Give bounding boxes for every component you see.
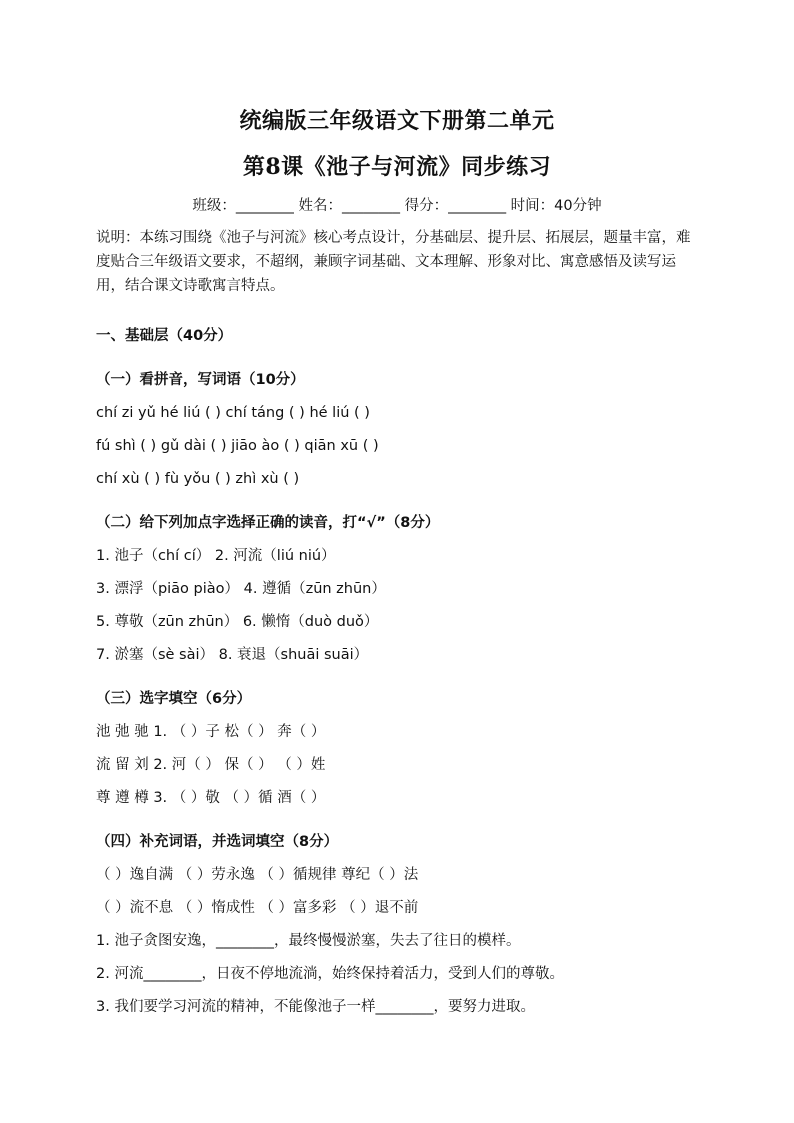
document-title: 统编版三年级语文下册第二单元: [239, 108, 555, 134]
part3-heading: （三）选字填空（6分）: [96, 691, 252, 707]
char-choice-line: 尊 遵 樽 3. （ ）敬 （ ）循 酒（ ）: [96, 790, 326, 806]
part2-heading: （二）给下列加点字选择正确的读音，打“√”（8分）: [96, 515, 440, 531]
lesson-title: 第8课《池子与河流》同步练习: [242, 154, 552, 180]
section-heading: 一、基础层（40分）: [96, 328, 233, 344]
pronunciation-line: 3. 漂浮（piāo piào） 4. 遵循（zūn zhūn）: [96, 581, 386, 597]
idiom-line: （ ）逸自满 （ ）劳永逸 （ ）循规律 尊纪（ ）法: [96, 867, 419, 883]
char-choice-line: 流 留 刘 2. 河（ ） 保（ ） （ ）姓: [96, 757, 326, 773]
pronunciation-line: 1. 池子（chí cí） 2. 河流（liú niú）: [96, 548, 336, 564]
fill-blank-sentence: 1. 池子贪图安逸，________，最终慢慢淤塞，失去了往日的模样。: [96, 933, 521, 949]
fill-blank-sentence: 3. 我们要学习河流的精神，不能像池子一样________，要努力进取。: [96, 999, 535, 1015]
fill-blank-sentence: 2. 河流________，日夜不停地流淌，始终保持着活力，受到人们的尊敬。: [96, 966, 564, 982]
pinyin-line: fú shì ( ) gǔ dài ( ) jiāo ào ( ) qiān xū ( ): [96, 438, 379, 454]
pronunciation-line: 7. 淤塞（sè sài） 8. 衰退（shuāi suāi）: [96, 647, 369, 663]
pronunciation-line: 5. 尊敬（zūn zhūn） 6. 懒惰（duò duǒ）: [96, 614, 379, 630]
student-info-line: 班级：________ 姓名：________ 得分：________ 时间：40分钟: [192, 198, 602, 214]
pinyin-line: chí xù ( ) fù yǒu ( ) zhì xù ( ): [96, 471, 300, 487]
pinyin-line: chí zi yǔ hé liú ( ) chí táng ( ) hé liú ( ): [96, 405, 370, 421]
intro-paragraph: 说明：本练习围绕《池子与河流》核心考点设计，分基础层、提升层、拓展层，题量丰富，难度贴合三年级语文要求，不超纲，兼顾字词基础、文本理解、形象对比、寓意感悟及读写运用，结合课文诗歌寓言特点。: [96, 230, 691, 294]
idiom-line: （ ）流不息 （ ）惰成性 （ ）富多彩 （ ）退不前: [96, 900, 419, 916]
char-choice-line: 池 弛 驰 1. （ ）子 松（ ） 奔（ ）: [96, 724, 326, 740]
part1-heading: （一）看拼音，写词语（10分）: [96, 372, 305, 388]
part4-heading: （四）补充词语，并选词填空（8分）: [96, 834, 339, 850]
